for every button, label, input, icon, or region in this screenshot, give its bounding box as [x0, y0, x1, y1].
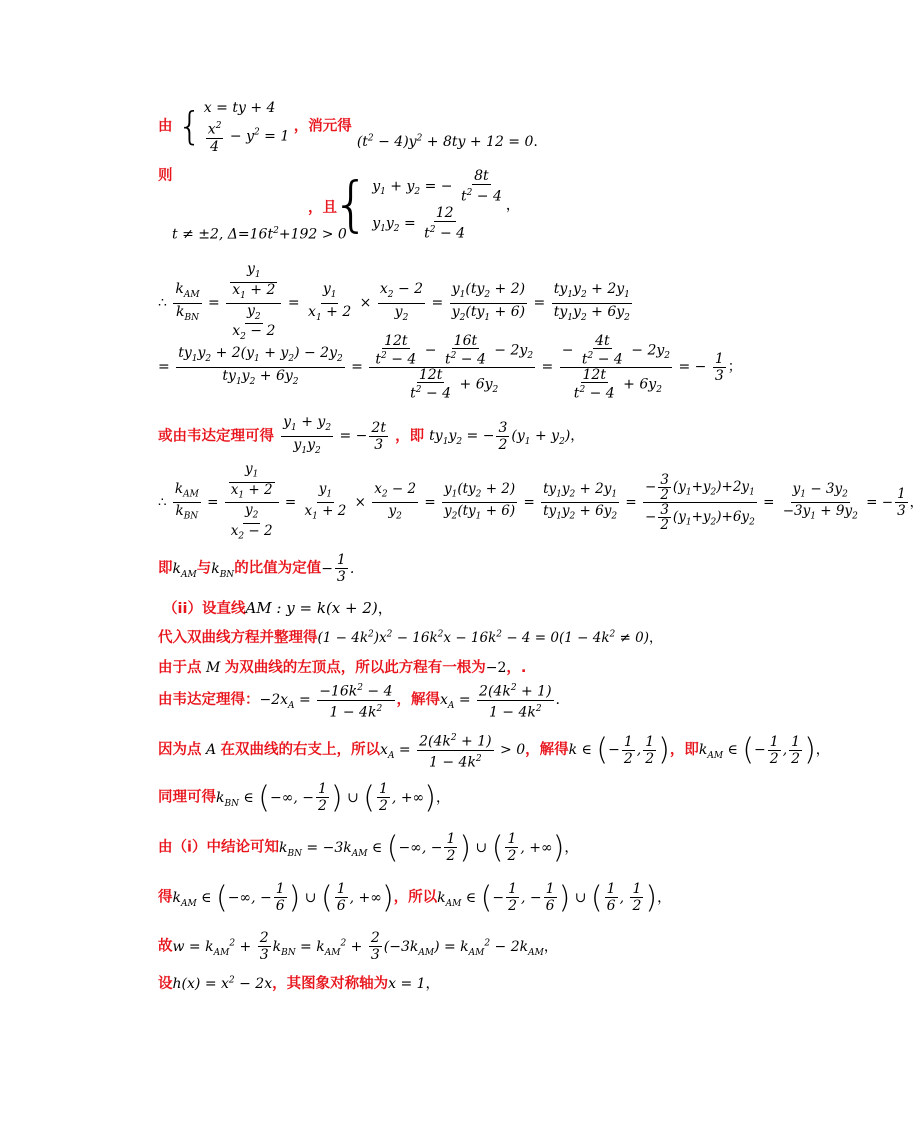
- line-w: 故$w = k_{AM}^2$ + $\frac{2}{3}$ $k_{BN} = k_{AM}^2$ + $\frac{2}{3}$ $(-3k_{AM}) = k_{AM}^2 - 2k_{AM}$，: [158, 930, 558, 963]
- line-root: 由于点 M 为双曲线的左顶点，所以此方程有一根为−2，.: [158, 660, 527, 676]
- text-because: 因为点: [158, 742, 202, 759]
- line-vieta-x: 由韦达定理得：$-2x_A$ = $\frac{-16k^2 - 4}{1 - 4k^2}$ ，解得$x_A$ = $\frac{2(4k^2 + 1)}{1 - 4k^2}$ .: [158, 680, 560, 720]
- text-ji: ，即: [395, 428, 425, 445]
- line-alt-vieta: 或由韦达定理可得 $\frac{y_1 + y_2}{y_1y_2}$ = − $\frac{2t}{3}$ ，即 $ty_1y_2$ = − $\frac{3}{2}$ $(y_1 + y_2)$，: [158, 414, 585, 456]
- text-vieta-get: 由韦达定理得：: [158, 692, 260, 709]
- equation-system: { x = ty + 4 $\frac{x^2}{4}$ − $y^2 = 1$: [177, 100, 290, 155]
- equation-slope-ratio-2: = $\frac{ty_1y_2 + 2(y_1 + y_2) - 2y_2}{ty_1y_2 + 6y_2}$ = $\frac{12t}{t^2 - 4}$ − $\frac{16t}{t^2 - 4}$ − $2y_2$ $\frac{12t}{t^2 - 4}$ + $6y_2$ = − $\frac{4t}{t^2 - 4}$ − $2y_2$ $\frac{12t}{t^2 - 4}$ + $6y_2$ = − $\frac{1}{3}$ ；: [158, 333, 742, 402]
- text-you: 由: [158, 118, 173, 135]
- text-de: 得: [158, 889, 173, 906]
- equation-slope-ratio-3: ∴ $\frac{k_{AM}}{k_{BN}}$ = $\frac{\frac{y_1}{x_1 + 2}}{\frac{y_2}{x_2 - 2}}$ = $\frac{y_1}{x_1 + 2}$ × $\frac{x_2 - 2}{y_2}$ = $\frac{y_1(ty_2 + 2)}{y_2(ty_1 + 6)}$ = $\frac{ty_1y_2 + 2y_1}{ty_1y_2 + 6y_2}$ = − $\frac{3}{2}$ $(y_1+y_2)+2y_1$ − $\frac{3}{2}$ $(y_1+y_2)+6y_2$ = $\frac{y_1 - 3y_2}{-3y_1 + 9y_2}$ = − $\frac{1}{3}$ ，: [158, 461, 923, 542]
- equation-discriminant: t ≠ ±2, $\Delta=16t^2+192 > 0$: [172, 226, 347, 243]
- text-period: ，.: [506, 660, 527, 676]
- text-qie: ，且: [308, 200, 337, 216]
- line-range-kam: 得$k_{AM}$ ∈ (−∞, − $\frac{1}{6}$ ) ∪ ( $\frac{1}{6}$ , +∞)，所以$k_{AM}$ ∈ (− $\frac{1}{2}$ , − $\frac{1}{6}$ ) ∪ ( $\frac{1}{6}$ , $\frac{1}{2}$ )，: [158, 880, 672, 915]
- text-ji-3: ，即: [669, 742, 699, 759]
- text-substitute: 代入双曲线方程并整理得: [158, 630, 318, 646]
- text-alt-vieta: 或由韦达定理可得: [158, 428, 274, 445]
- text-part-ii: （ii）设直线: [163, 601, 246, 617]
- text-right-branch: 在双曲线的右支上，所以: [220, 742, 381, 759]
- line-part-ii: （ii）设直线AM : y = k(x + 2)，: [163, 599, 393, 617]
- text-she: 设: [158, 976, 173, 992]
- line-right-branch: 因为点 A 在双曲线的右支上，所以$x_A$ = $\frac{2(4k^2 + 1)}{1 - 4k^2}$ > 0，解得k ∈ (− $\frac{1}{2}$ , $\frac{1}{2}$ )，即$k_{AM}$ ∈ (− $\frac{1}{2}$ , $\frac{1}{2}$ )，: [158, 730, 830, 770]
- equation-vieta: { $y_1 + y_2$ = − $\frac{8t}{t^2 - 4}$ $y_1y_2$ = $\frac{12}{t^2 - 4}$ ，: [332, 168, 520, 242]
- text-gu: 故: [158, 938, 173, 955]
- equation-quadratic: $(t^2 - 4)y^2 + 8ty + 12 = 0$.: [356, 133, 538, 151]
- equation-slope-ratio-1: ∴ $\frac{k_{AM}}{k_{BN}}$ = $\frac{\frac{y_1}{x_1 + 2}}{\frac{y_2}{x_2 - 2}}$ = $\frac{y_1}{x_1 + 2}$ × $\frac{x_2 - 2}{y_2}$ = $\frac{y_1(ty_2 + 2)}{y_2(ty_1 + 6)}$ = $\frac{ty_1y_2 + 2y_1}{ty_1y_2 + 6y_2}$: [158, 261, 630, 343]
- text-ze: 则: [158, 168, 173, 184]
- text-solve-2: ，解得: [525, 742, 569, 759]
- line-conditions: [158, 168, 173, 189]
- text-point: 由于点: [158, 660, 202, 676]
- line-same-bn: 同理可得$k_{BN}$ ∈ (−∞, − $\frac{1}{2}$ ) ∪ ( $\frac{1}{2}$ , +∞)，: [158, 780, 450, 815]
- text-axis: ，其图象对称轴为: [272, 976, 389, 992]
- line-from-i: 由（i）中结论可知$k_{BN} = -3k_{AM}$ ∈ (−∞, − $\frac{1}{2}$ ) ∪ ( $\frac{1}{2}$ , +∞)，: [158, 830, 579, 865]
- text-similarly: 同理可得: [158, 789, 216, 806]
- text-ratio-const: 的比值为定值: [234, 560, 322, 577]
- text-solve: ，解得: [396, 692, 440, 709]
- line-substitute: 代入双曲线方程并整理得$(1 - 4k^2)x^2 - 16k^2x - 16k^2 - 4 = 0(1 - 4k^2 \ne 0)$，: [158, 629, 663, 646]
- line-system-elimination: [158, 98, 538, 155]
- text-ji-2: 即: [158, 560, 173, 577]
- text-so: ，所以: [393, 889, 438, 906]
- text-from-i: 由（i）中结论可知: [158, 839, 279, 856]
- text-xiaoyuan: ，消元得: [293, 118, 352, 135]
- line-h: 设$h(x) = x^2 - 2x$，其图象对称轴为x = 1，: [158, 975, 440, 992]
- line-conclusion-i: 即$k_{AM}$与$k_{BN}$的比值为定值− $\frac{1}{3}$ .: [158, 552, 355, 585]
- text-left-vertex: 为双曲线的左顶点，所以此方程有一根为: [224, 660, 486, 676]
- text-yu: 与: [196, 560, 212, 577]
